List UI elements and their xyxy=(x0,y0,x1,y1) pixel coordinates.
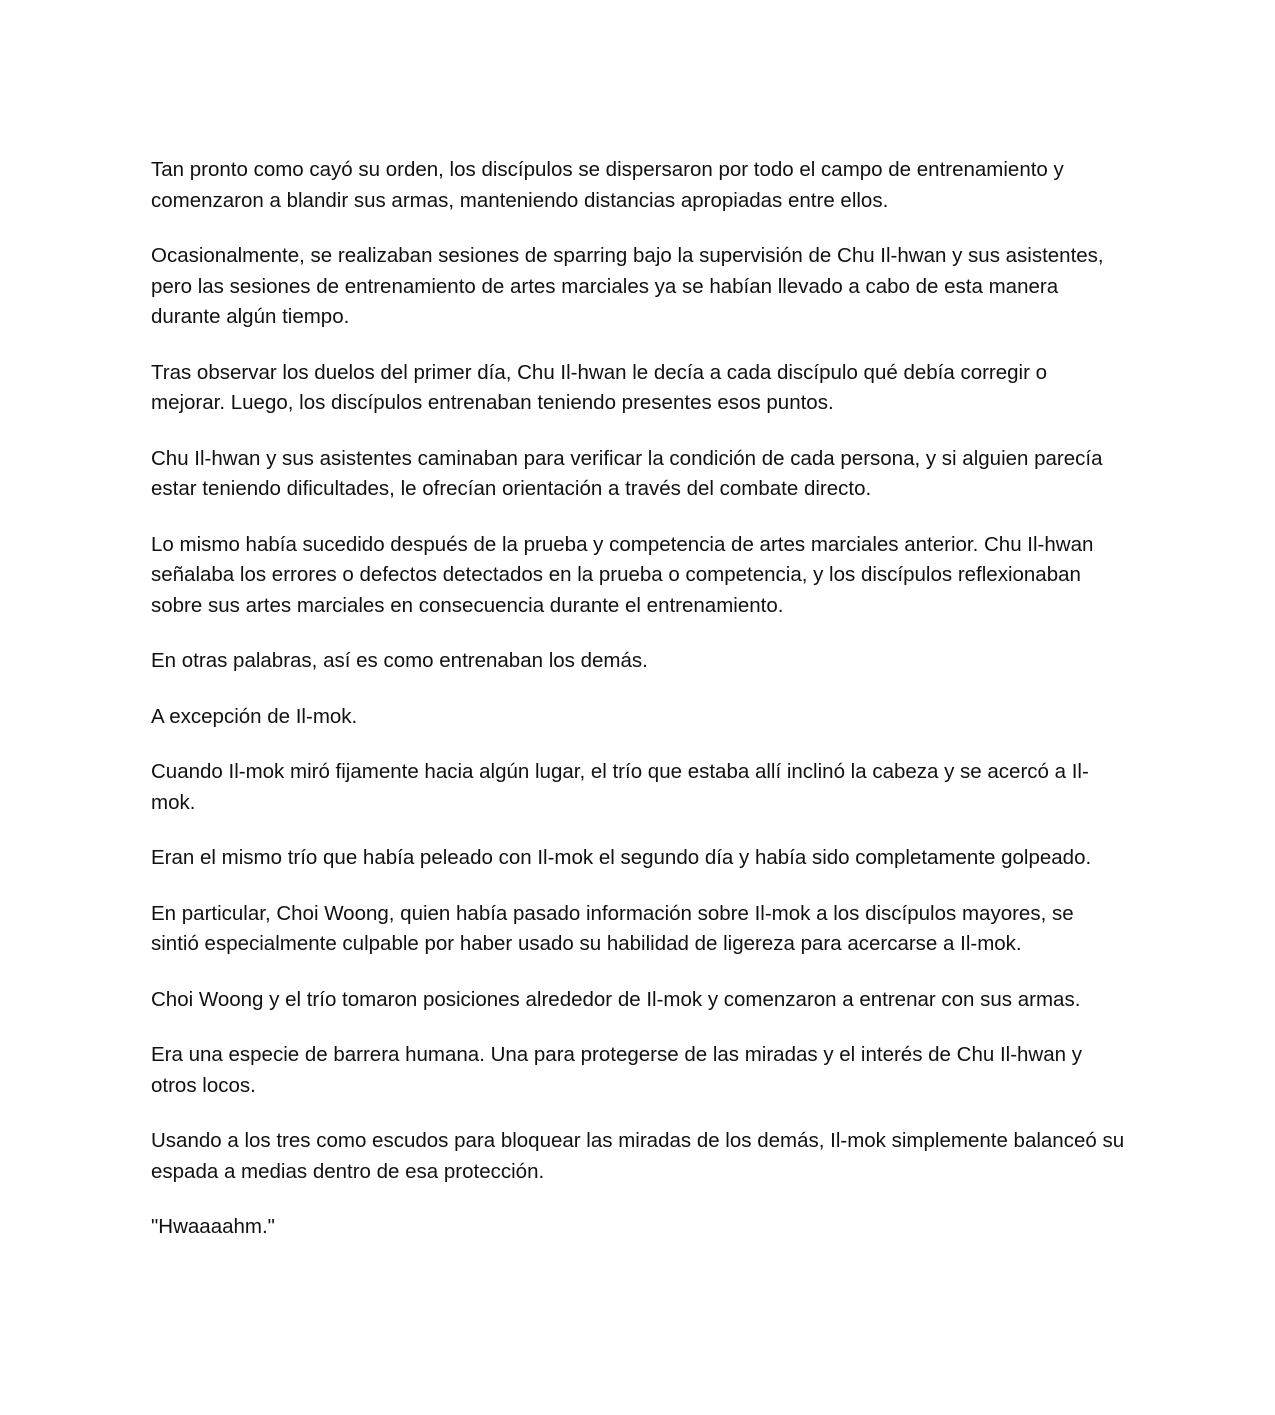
paragraph: Era una especie de barrera humana. Una para protegerse de las miradas y el interés de Chu Il-hwan y otros locos. xyxy=(151,1043,1082,1097)
paragraph: A excepción de Il-mok. xyxy=(151,704,358,728)
paragraph: Choi Woong y el trío tomaron posiciones alrededor de Il-mok y comenzaron a entrenar con sus armas. xyxy=(151,987,1081,1011)
document-body xyxy=(151,155,1126,1268)
paragraph: Tan pronto como cayó su orden, los discípulos se dispersaron por todo el campo de entrenamiento y comenzaron a blandir sus armas, manteniendo distancias apropiadas entre ellos. xyxy=(151,158,1064,212)
paragraph: Tras observar los duelos del primer día, Chu Il-hwan le decía a cada discípulo qué debía corregir o mejorar. Luego, los discípulos entrenaban teniendo presentes esos puntos. xyxy=(151,360,1048,414)
paragraph: Usando a los tres como escudos para bloquear las miradas de los demás, Il-mok simplemente balanceó su espada a medias dentro de esa protección. xyxy=(151,1129,1125,1183)
paragraph: Eran el mismo trío que había peleado con Il-mok el segundo día y había sido completamente golpeado. xyxy=(151,846,1092,869)
paragraph: En particular, Choi Woong, quien había pasado información sobre Il-mok a los discípulos mayores, se sintió especialmente culpable por haber usado su habilidad de ligereza para acercarse a Il-mok. xyxy=(151,901,1074,955)
paragraph: Lo mismo había sucedido después de la prueba y competencia de artes marciales anterior. Chu Il-hwan señalaba los errores o defectos detectados en la prueba o competencia, y los discípulos reflexionaban sobre sus artes marciales en consecuencia durante el entrenamiento. xyxy=(151,532,1094,617)
paragraph: "Hwaaaahm." xyxy=(151,1215,275,1238)
paragraph: En otras palabras, así es como entrenaban los demás. xyxy=(151,649,648,672)
paragraph: Ocasionalmente, se realizaban sesiones de sparring bajo la supervisión de Chu Il-hwan y sus asistentes, pero las sesiones de entrenamiento de artes marciales ya se habían llevado a cabo de esta manera durante algún tiempo. xyxy=(151,244,1104,328)
paragraph: Cuando Il-mok miró fijamente hacia algún lugar, el trío que estaba allí inclinó la cabeza y se acercó a Il-mok. xyxy=(151,760,1089,814)
paragraph: Chu Il-hwan y sus asistentes caminaban para verificar la condición de cada persona, y si alguien parecía estar teniendo dificultades, le ofrecían orientación a través del combate directo. xyxy=(151,446,1103,500)
